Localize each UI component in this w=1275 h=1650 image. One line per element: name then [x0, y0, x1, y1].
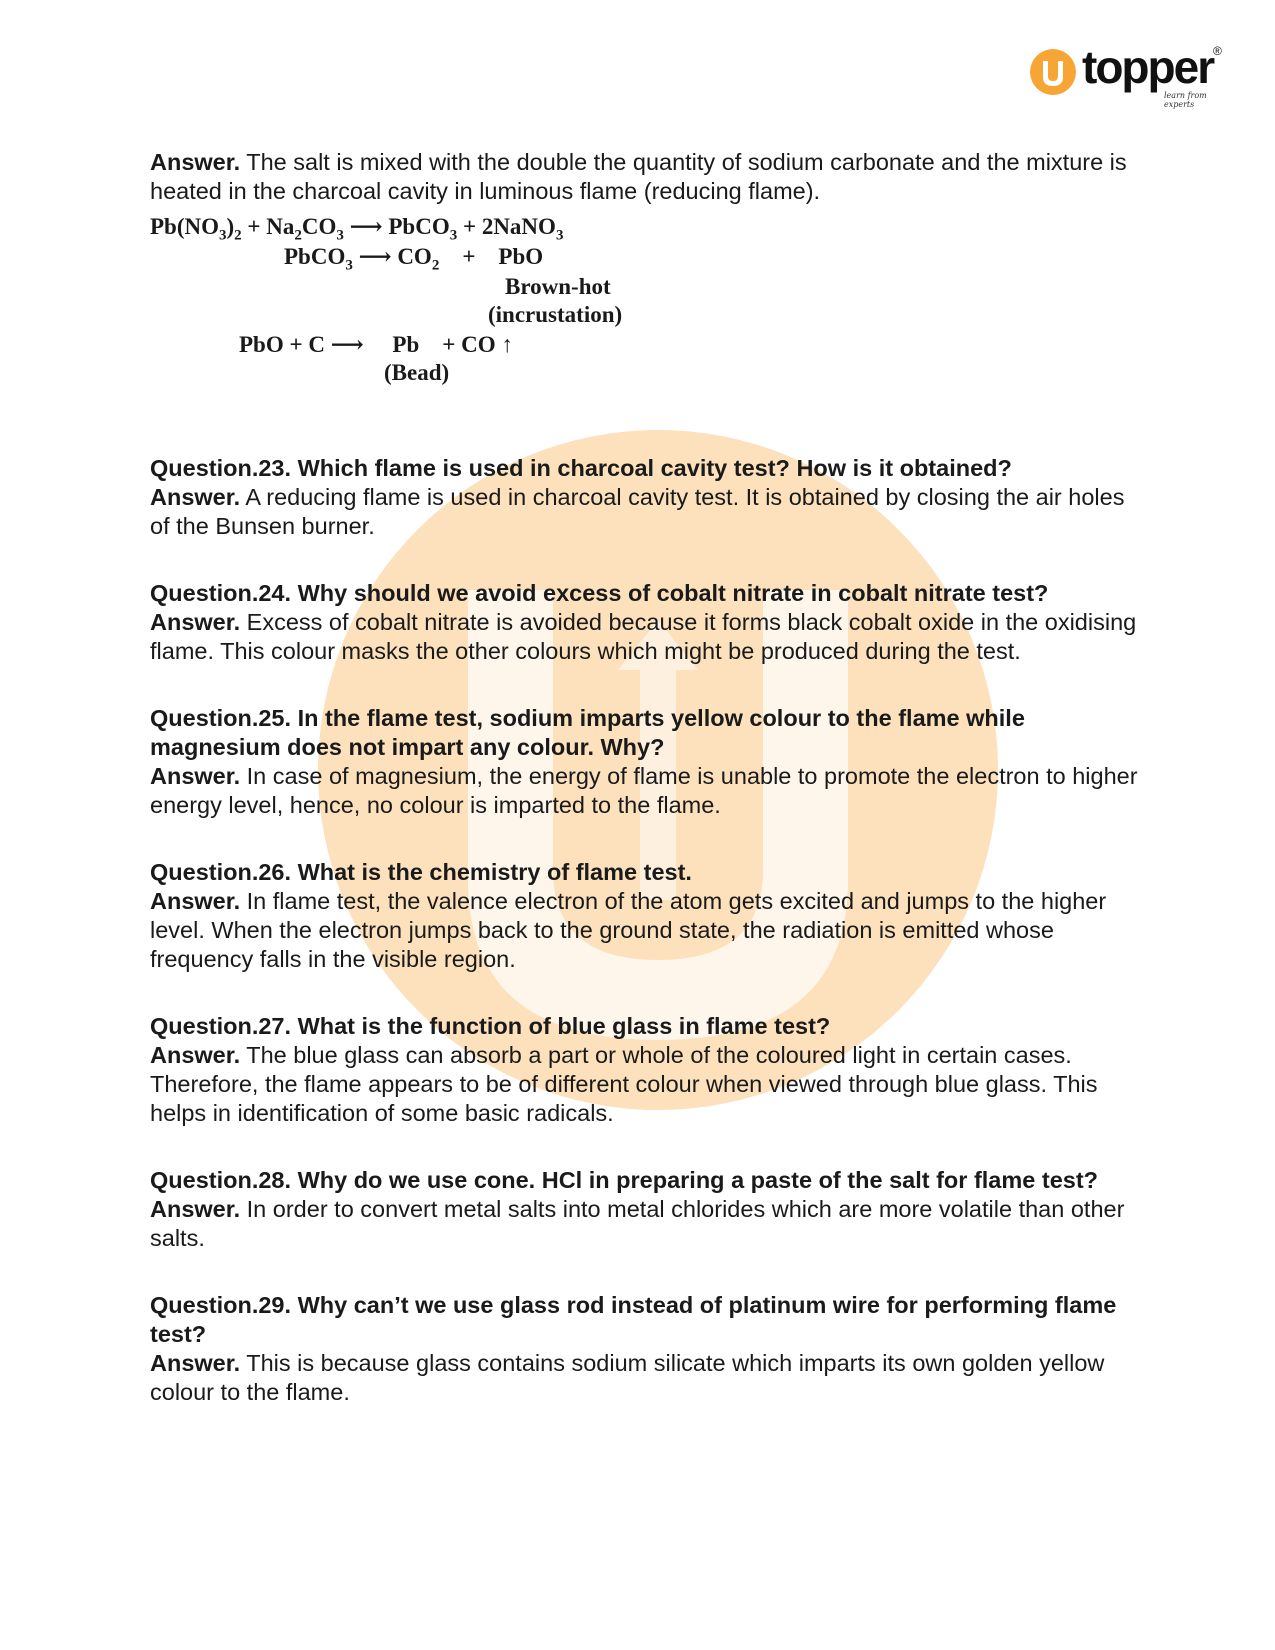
qa-item: [150, 454, 1140, 541]
question-26: Question.26. What is the chemistry of flame test.: [150, 859, 692, 885]
answer-28: Answer. In order to convert metal salts into metal chlorides which are more volatile than other salts.: [150, 1196, 1125, 1251]
qa-item: [150, 704, 1140, 820]
logo-badge-icon: [1030, 49, 1076, 95]
answer-27: Answer. The blue glass can absorb a part or whole of the coloured light in certain cases. Therefore, the flame appears to be of different colour when viewed through blue glass. This helps in identification of some basic radicals.: [150, 1042, 1098, 1126]
qa-item: [150, 1012, 1140, 1128]
question-28: Question.28. Why do we use cone. HCl in preparing a paste of the salt for flame test?: [150, 1167, 1099, 1193]
brown-hot-label: Brown-hot: [505, 274, 611, 299]
answer-23: Answer. A reducing flame is used in charcoal cavity test. It is obtained by closing the air holes of the Bunsen burner.: [150, 484, 1125, 539]
question-29: Question.29. Why can’t we use glass rod instead of platinum wire for performing flame test?: [150, 1292, 1117, 1347]
question-23: Question.23. Which flame is used in charcoal cavity test? How is it obtained?: [150, 455, 1012, 481]
document-content: [150, 148, 1140, 1445]
incrustation-label: (incrustation): [488, 302, 623, 327]
question-25: Question.25. In the flame test, sodium imparts yellow colour to the flame while magnesium does not impart any colour. Why?: [150, 705, 1025, 760]
question-24: Question.24. Why should we avoid excess of cobalt nitrate in cobalt nitrate test?: [150, 580, 1049, 606]
chemical-equations: [150, 210, 1140, 392]
qa-item: [150, 579, 1140, 666]
logo-tagline: learn from experts: [1164, 91, 1207, 109]
question-27: Question.27. What is the function of blue glass in flame test?: [150, 1013, 831, 1039]
equation-3: PbO + C ⟶ Pb + CO ↑: [239, 332, 513, 357]
answer-label: Answer.: [150, 149, 241, 175]
answer-24: Answer. Excess of cobalt nitrate is avoided because it forms black cobalt oxide in the oxidising flame. This colour masks the other colours which might be produced during the test.: [150, 609, 1137, 664]
intro-answer: [150, 148, 1140, 206]
qa-item: [150, 858, 1140, 974]
equation-2: PbCO$_3$ ⟶ $CO_2$ + PbO: [284, 244, 544, 274]
registered-mark: ®: [1213, 44, 1222, 58]
equation-1: $Pb(NO_3)_2 + Na_2CO_3$ ⟶ PbCO$_3$ + 2NaNO$_3$: [150, 214, 564, 244]
answer-25: Answer. In case of magnesium, the energy of flame is unable to promote the electron to higher energy level, hence, no colour is imparted to the flame.: [150, 763, 1138, 818]
answer-26: Answer. In flame test, the valence electron of the atom gets excited and jumps to the higher level. When the electron jumps back to the ground state, the radiation is emitted whose frequency falls in the visible region.: [150, 888, 1107, 972]
logo-wordmark: topper: [1082, 41, 1214, 93]
qa-item: [150, 1166, 1140, 1253]
answer-29: Answer. This is because glass contains sodium silicate which imparts its own golden yellow colour to the flame.: [150, 1350, 1105, 1405]
topper-logo: [1030, 41, 1230, 109]
bead-label: (Bead): [384, 360, 450, 385]
qa-item: [150, 1291, 1140, 1407]
answer-text: The salt is mixed with the double the quantity of sodium carbonate and the mixture is heated in the charcoal cavity in luminous flame (reducing flame).: [150, 149, 1127, 204]
